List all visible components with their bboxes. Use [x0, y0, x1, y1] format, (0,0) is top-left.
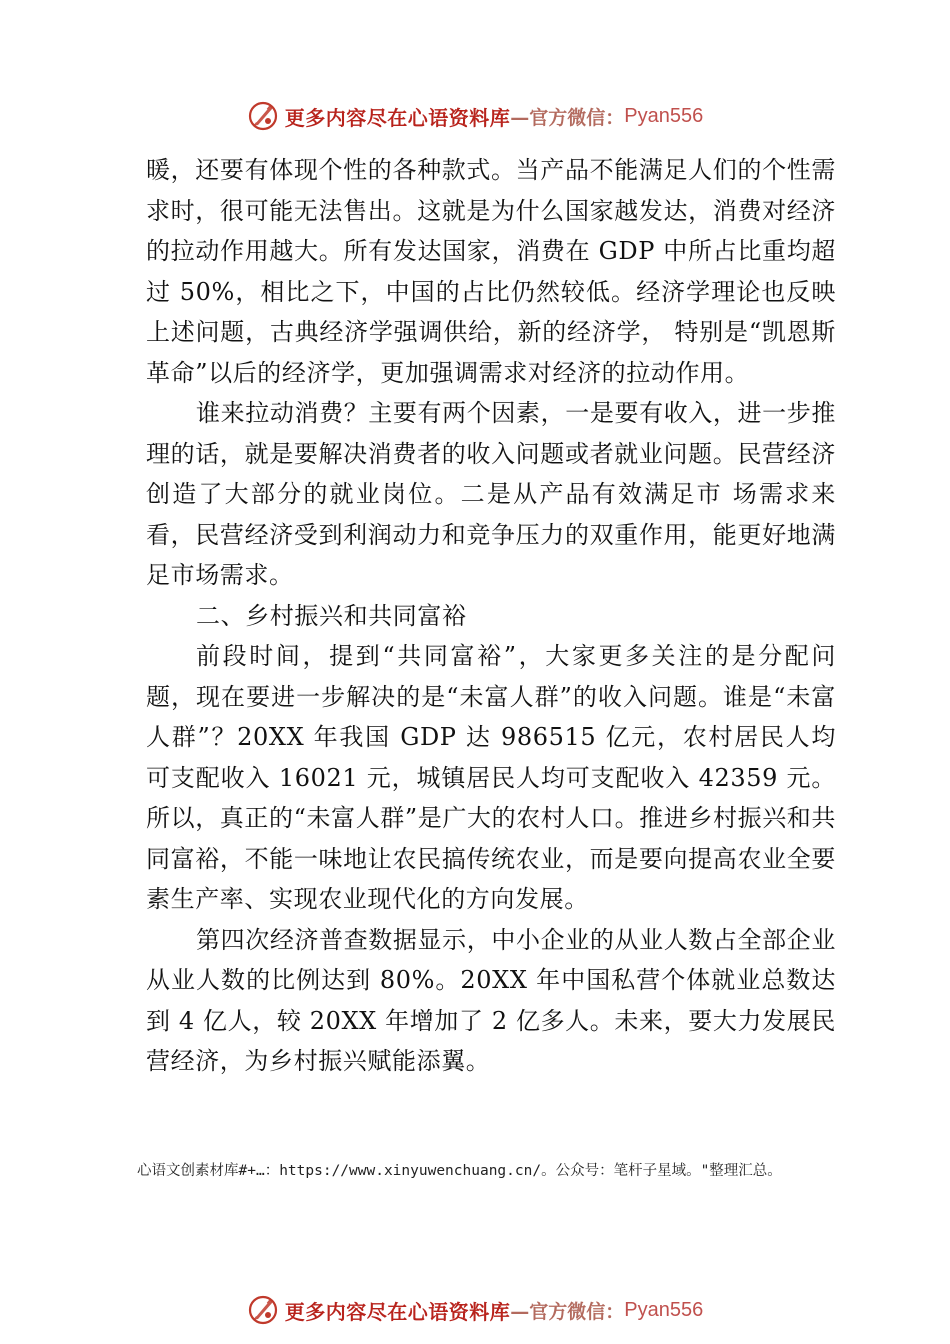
paragraph-census: 第四次经济普查数据显示，中小企业的从业人数占全部企业从业人数的比例达到 80%。20XX 年中国私营个体就业总数达到 4 亿人，较 20XX 年增加了 2 亿多人。未来，要大力发展民营经济，为乡村振兴赋能添翼。 — [146, 925, 836, 1075]
paragraph-common-prosperity: 前段时间，提到“共同富裕”，大家更多关注的是分配问题，现在要进一步解决的是“未富人群”的收入问题。谁是“未富人群”？20XX 年我国 GDP 达 986515 亿元，农村居民人均可支配收入 16021 元，城镇居民人均可支配收入 42359 元。所以，真正的“未富人群”是广大的农村人口。推进乡村振兴和共同富裕，不能一味地让农民搞传统农业，而是要向提高农业全要素生产率、实现农业现代化的方向发展。 — [146, 642, 836, 913]
banner-wechat-id: Pyan556 — [624, 104, 704, 127]
paragraph-continuation: 暖，还要有体现个性的各种款式。当产品不能满足人们的个性需求时，很可能无法售出。这就是为什么国家越发达，消费对经济的拉动作用越大。所有发达国家，消费在 GDP 中所占比重均超过 50%，相比之下，中国的占比仍然较低。经济学理论也反映上述问题，古典经济学强调供给，新的经济学， 特别是“凯恩斯革命”以后的经济学，更加强调需求对经济的拉动作用。 — [146, 156, 836, 387]
source-note: 心语文创素材库#+…：https://www.xinyuwenchuang.cn/。公众号：笔杆子星域。"整理汇总。 — [137, 1163, 782, 1179]
pen-seal-logo-icon — [247, 1294, 279, 1326]
paragraph-consumption: 谁来拉动消费？主要有两个因素，一是要有收入，进一步推理的话，就是要解决消费者的收入问题或者就业问题。民营经济创造了大部分的就业岗位。二是从产品有效满足市 场需求来看，民营经济受到利润动力和竞争压力的双重作用，能更好地满足市场需求。 — [146, 399, 836, 589]
footer-banner — [0, 1290, 950, 1330]
banner-wechat-label: —官方微信： — [510, 106, 625, 129]
section-heading: 二、乡村振兴和共同富裕 — [196, 601, 467, 630]
document-body — [146, 150, 836, 1082]
banner-wechat-label: —官方微信： — [510, 1300, 625, 1323]
pen-seal-logo-icon — [247, 100, 279, 132]
banner-wechat-id: Pyan556 — [624, 1298, 704, 1321]
banner-title: 更多内容尽在心语资料库 — [284, 1299, 511, 1324]
banner-title: 更多内容尽在心语资料库 — [284, 105, 511, 130]
header-banner — [0, 96, 950, 136]
